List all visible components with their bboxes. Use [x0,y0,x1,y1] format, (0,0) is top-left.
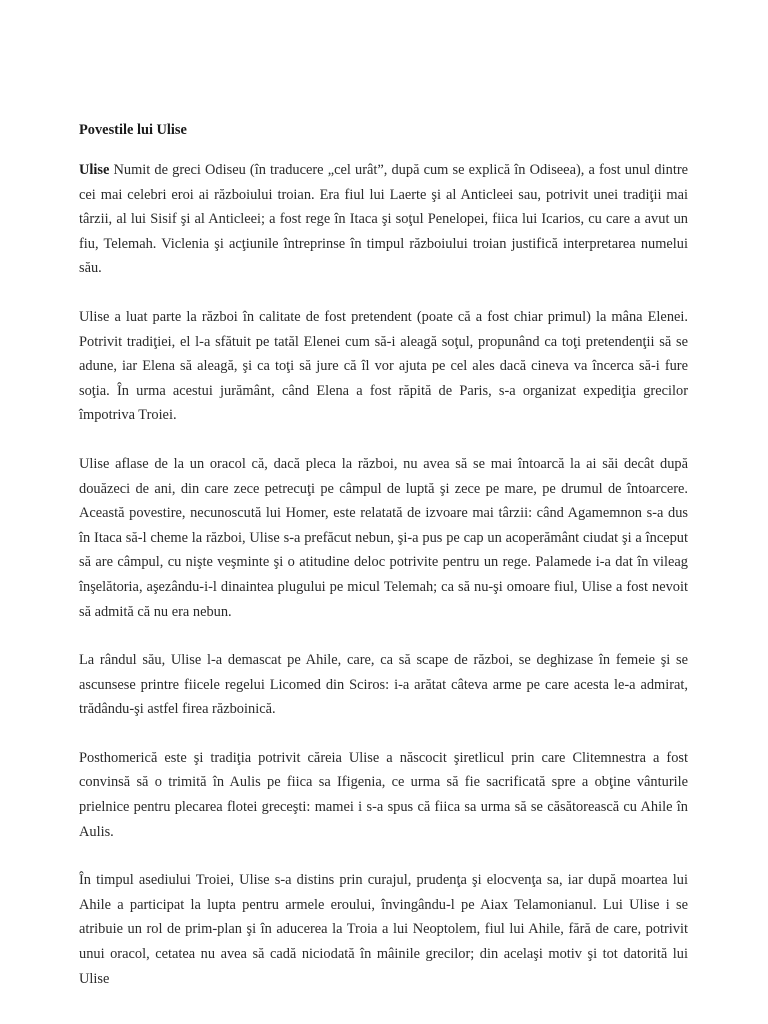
paragraph-4 [79,648,688,722]
paragraph-lead: Ulise [79,162,110,178]
paragraph-text: În timpul asediului Troiei, Ulise s-a distins prin curajul, prudenţa şi elocvenţa sa, iar după moartea lui Ahile a participat la lupta pentru armele eroului, învingându-l pe Aiax Telamonianul. Lui Ulise i se atribuie un rol de prim-plan şi în aducerea la Troia a lui Neoptolem, fiul lui Ahile, fără de care, potrivit unui oracol, cetatea nu avea să cadă niciodată în mâinile grecilor; din acelaşi motiv şi tot datorită lui Ulise [79,872,688,987]
paragraph-text: Posthomerică este şi tradiţia potrivit căreia Ulise a născocit şiretlicul prin care Clitemnestra a fost convinsă să o trimită în Aulis pe fiica sa Ifigenia, ce urma să fie sacrificată spre a obţine vânturile prielnice pentru plecarea flotei greceşti: mamei i s-a spus că fiica sa urma să se căsătorească cu Ahile în Aulis. [79,749,688,840]
paragraph-3 [79,452,688,624]
document-title: Povestile lui Ulise [79,122,187,138]
paragraph-text: Ulise a luat parte la război în calitate de fost pretendent (poate că a fost chiar primul) la mâna Elenei. Potrivit tradiţiei, el l-a sfătuit pe tatăl Elenei cum să-i aleagă soţul, propunând ca toţi pretendenţii să se adune, iar Elena să aleagă, şi ca toţi să jure că îl vor ajuta pe cel ales dacă cineva va încerca să-i fure soţia. În urma acestui jurământ, când Elena a fost răpită de Paris, s-a organizat expediţia grecilor împotriva Troiei. [79,308,688,424]
paragraph-text: Ulise aflase de la un oracol că, dacă pleca la război, nu avea să se mai întoarcă la ai săi decât după douăzeci de ani, din care zece petrecuţi pe câmpul de luptă şi zece pe mare, pe drumul de întoarcere. Această povestire, necunoscută lui Homer, este relatată de izvoare mai târzii: când Agamemnon s-a dus în Itaca să-l cheme la război, Ulise s-a prefăcut nebun, şi-a pus pe cap un acoperământ ciudat şi a început să are câmpul, cu nişte veşminte şi o atitudine deloc potrivite pentru un rege. Palamede i-a dat în vileag înşelătoria, aşezându-i-l dinaintea plugului pe micul Telemah; ca să nu-şi omoare fiul, Ulise a fost nevoit să admită că nu era nebun. [79,455,688,620]
paragraph-1 [79,158,688,281]
document-body [79,118,688,1015]
paragraph-6 [79,868,688,991]
paragraph-5 [79,746,688,844]
paragraph-text: La rândul său, Ulise l-a demascat pe Ahile, care, ca să scape de război, se deghizase în femeie şi se ascunsese printre fiicele regelui Licomed din Sciros: i-a arătat câteva arme pe care acesta le-a admirat, trădându-şi astfel firea războinică. [79,652,688,718]
paragraph-2 [79,305,688,428]
paragraph-text: Numit de greci Odiseu (în traducere „cel urât”, după cum se explică în Odiseea), a fost unul dintre cei mai celebri eroi ai războiului troian. Era fiul lui Laerte şi al Anticleei sau, potrivit unei tradiţii mai târzii, al lui Sisif şi al Anticleei; a fost rege în Itaca şi soţul Penelopei, fiica lui Icarios, cu care a avut un fiu, Telemah. Viclenia şi acţiunile întreprinse în timpul războiului troian justifică interpretarea numelui său. [79,162,688,277]
